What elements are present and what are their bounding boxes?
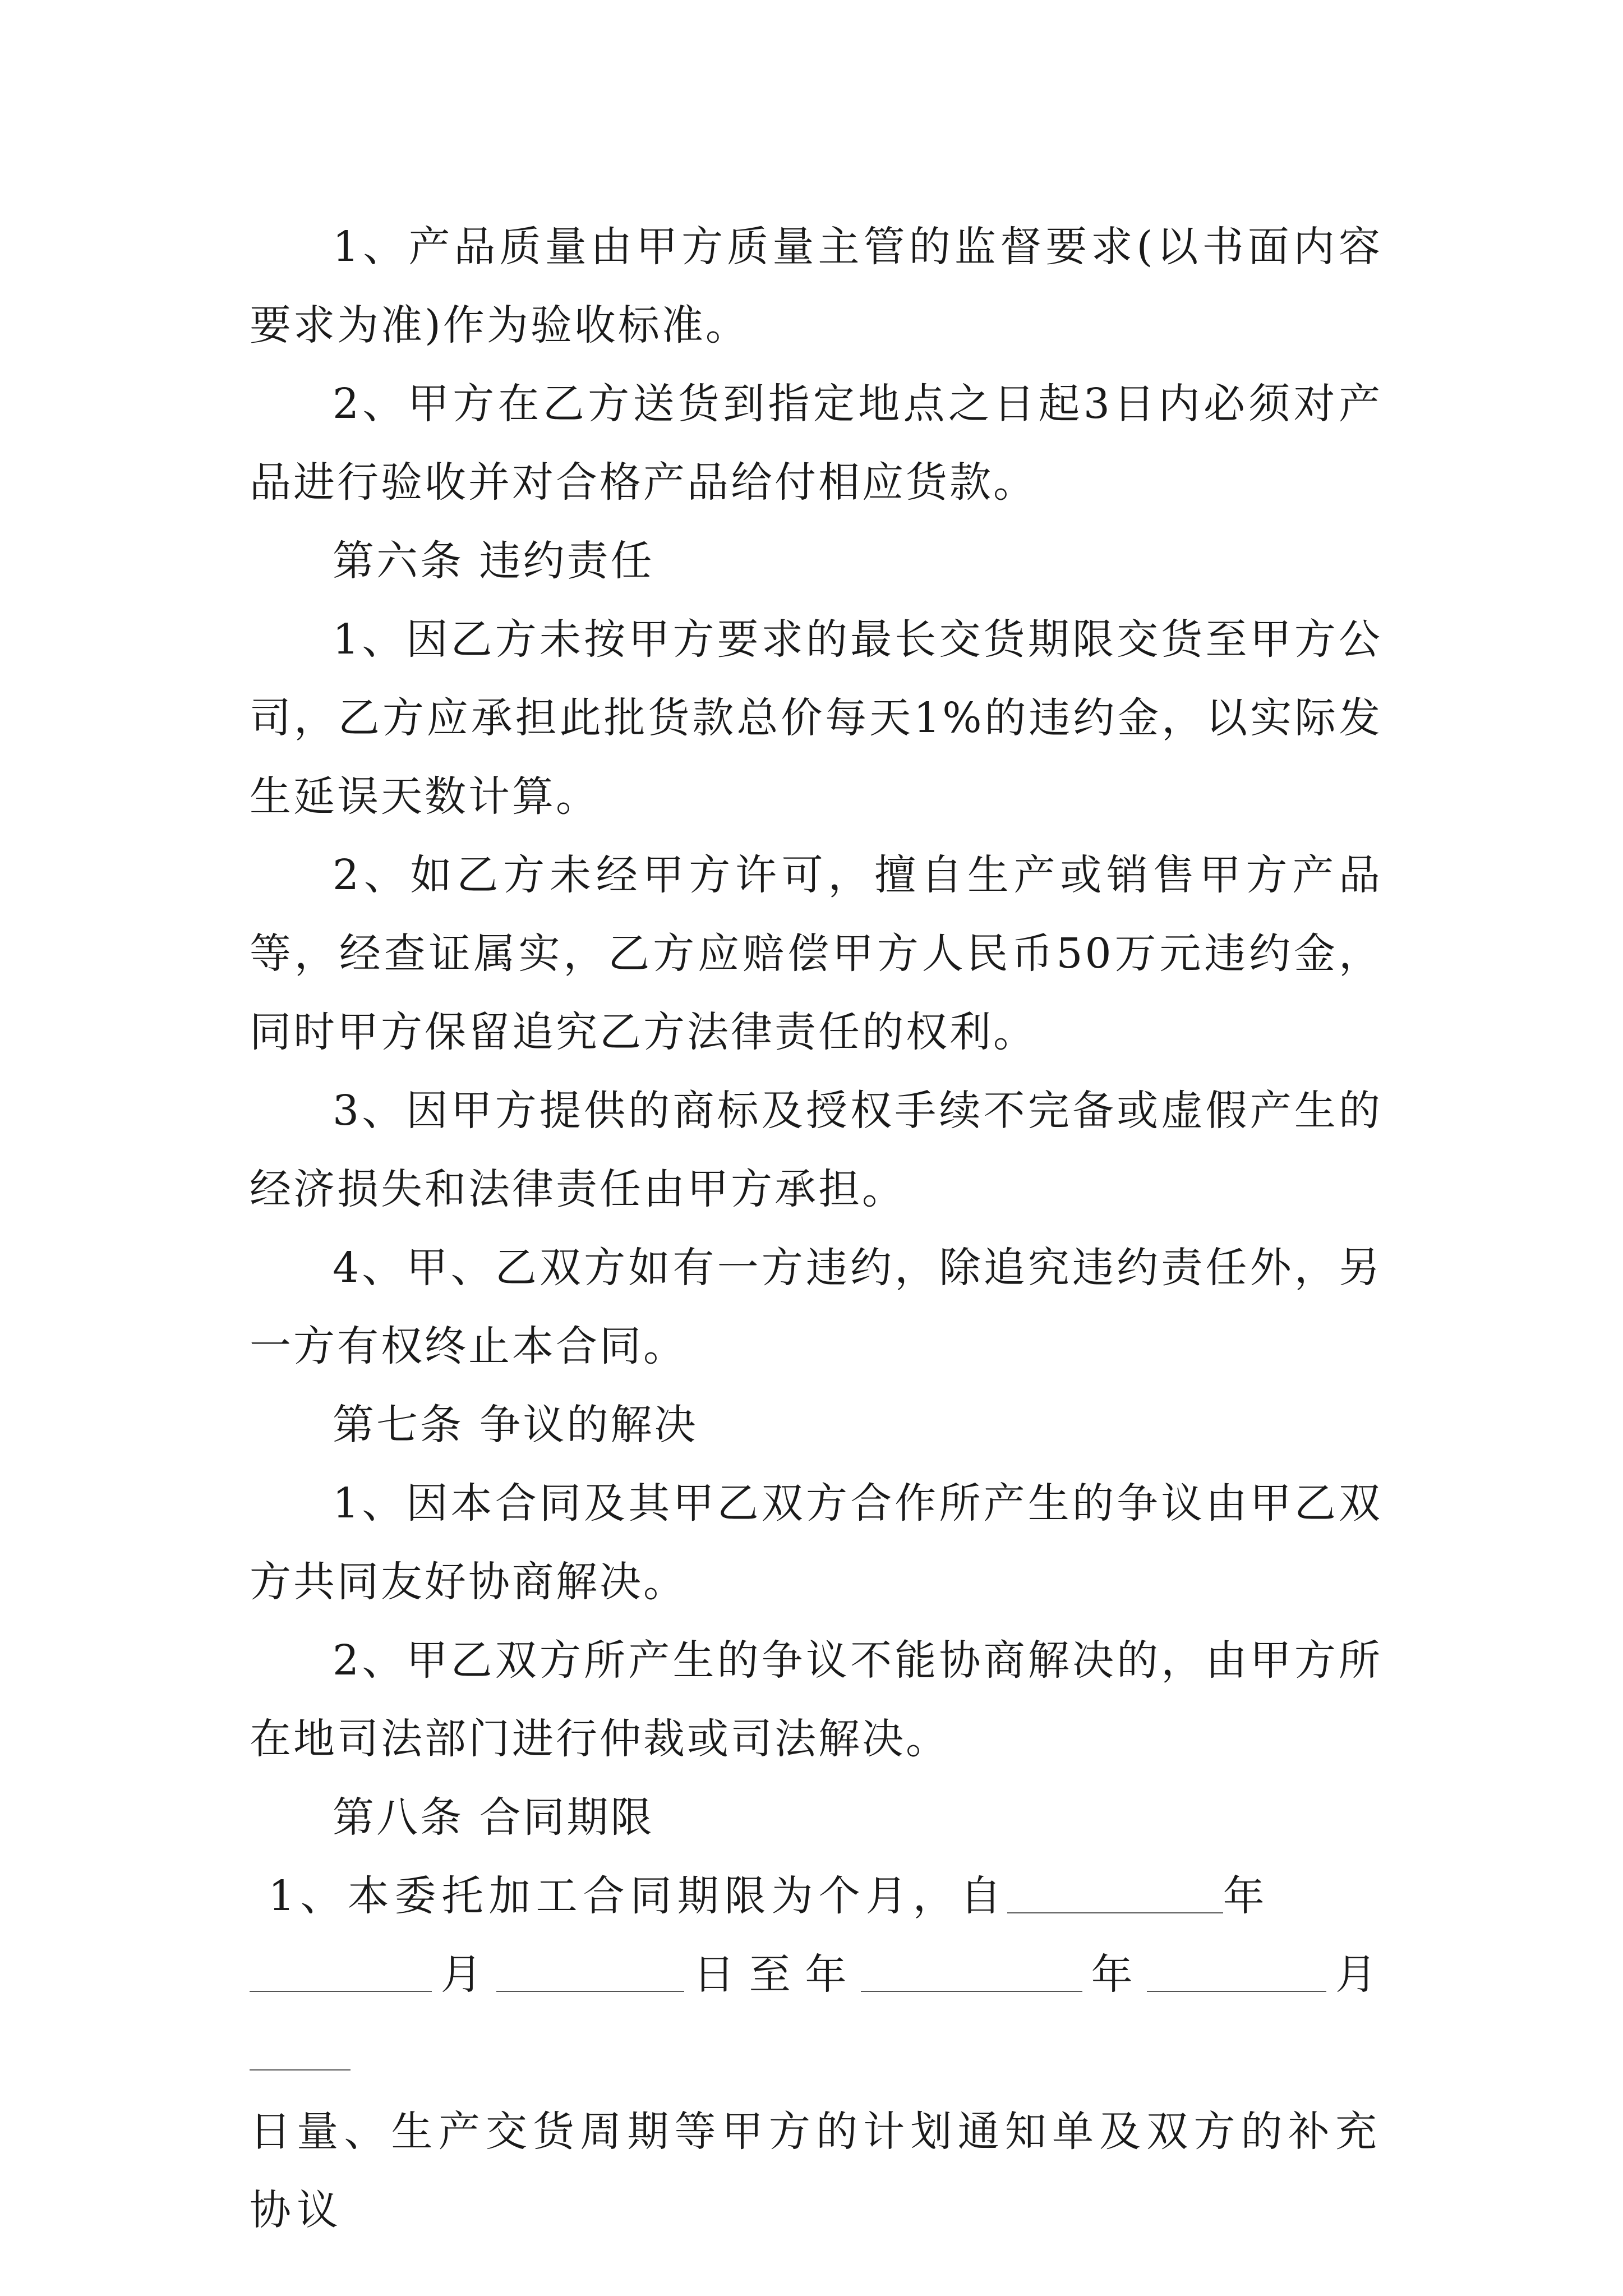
section-heading: 第六条 违约责任 (333, 537, 654, 585)
clause-paragraph: 2、甲方在乙方送货到指定地点之日起3日内必须对产品进行验收并对合格产品给付相应货款。 (250, 380, 1382, 507)
blank-end-month (1147, 1953, 1326, 1992)
clause-paragraph: 3、因甲方提供的商标及授权手续不完备或虚假产生的经济损失和法律责任由甲方承担。 (250, 1087, 1382, 1213)
term-month-label: 月 (432, 1950, 497, 1999)
clause-paragraph: 1、产品质量由甲方质量主管的监督要求(以书面内容要求为准)作为验收标准。 (250, 223, 1382, 349)
clause-paragraph: 1、因本合同及其甲乙双方合作所产生的争议由甲乙双方共同友好协商解决。 (250, 1479, 1382, 1606)
term-year2-label: 年 (1082, 1950, 1147, 1999)
blank-end-day (250, 2031, 351, 2070)
blank-end-year (861, 1953, 1082, 1992)
blank-year (1007, 1874, 1223, 1913)
term-clause (250, 1857, 1382, 2249)
clause-paragraph: 2、甲乙双方所产生的争议不能协商解决的，由甲方所在地司法部门进行仲裁或司法解决。 (250, 1636, 1382, 1763)
term-clause-tail: 日量、生产交货周期等甲方的计划通知单及双方的补充协议 (250, 2108, 1382, 2234)
clause-paragraph: 1、因乙方未按甲方要求的最长交货期限交货至甲方公司，乙方应承担此批货款总价每天1%的违约金，以实际发生延误天数计算。 (250, 615, 1382, 821)
term-clause-prefix: 1、本委托加工合同期限为个月，自 (268, 1872, 1007, 1920)
term-year-label: 年 (1223, 1872, 1270, 1920)
clause-paragraph: 4、甲、乙双方如有一方违约，除追究违约责任外，另一方有权终止本合同。 (250, 1244, 1382, 1370)
blank-start-month (250, 1953, 432, 1992)
clause-paragraph: 2、如乙方未经甲方许可，擅自生产或销售甲方产品等，经查证属实，乙方应赔偿甲方人民币50万元违约金，同时甲方保留追究乙方法律责任的权利。 (250, 851, 1382, 1056)
section-heading: 第七条 争议的解决 (333, 1401, 698, 1449)
document-page (250, 208, 1382, 2249)
blank-start-day (496, 1953, 684, 1992)
term-day-to-year-label: 日至年 (684, 1950, 861, 1999)
term-month2-label: 月 (1326, 1950, 1383, 1999)
document-body (250, 208, 1382, 1857)
section-heading: 第八条 合同期限 (333, 1793, 654, 1842)
